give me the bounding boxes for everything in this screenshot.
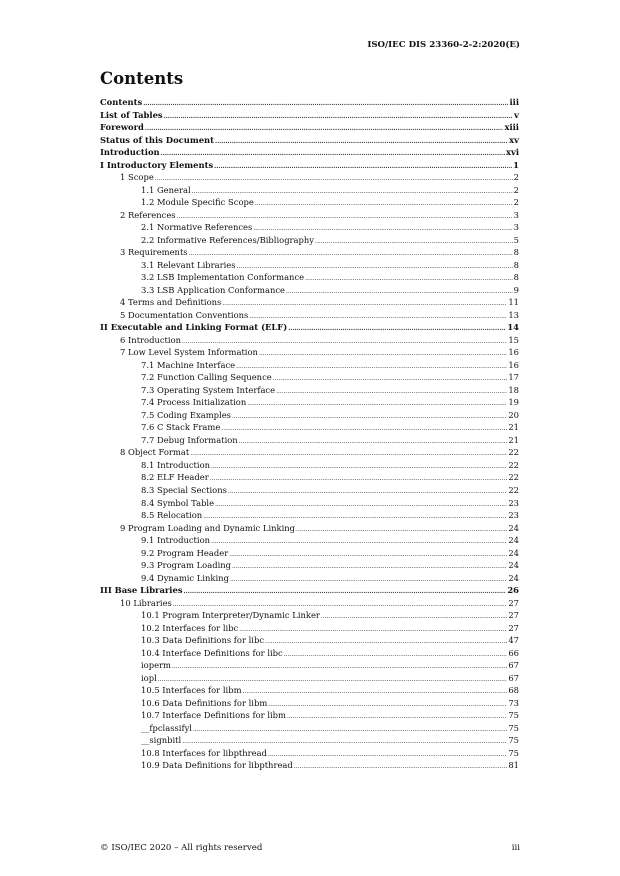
toc-entry[interactable]	[100, 196, 519, 209]
toc-entry-label: iopl	[141, 672, 157, 683]
toc-entry[interactable]	[100, 209, 519, 222]
toc-entry[interactable]	[100, 559, 519, 572]
toc-entry[interactable]	[100, 659, 519, 672]
toc-entry-label: 8.2 ELF Header	[141, 472, 209, 483]
toc-leader-dots	[265, 636, 507, 649]
toc-leader-dots	[287, 711, 507, 724]
toc-entry-page: xvi	[505, 147, 519, 158]
toc-entry[interactable]	[100, 171, 519, 184]
toc-entry-page: xv	[509, 134, 519, 145]
toc-leader-dots	[268, 749, 507, 762]
toc-entry-page: 24	[508, 522, 519, 533]
toc-entry[interactable]	[100, 146, 519, 159]
toc-entry[interactable]	[100, 396, 519, 409]
toc-entry-label: 7.4 Process Initialization	[141, 397, 247, 408]
toc-leader-dots	[164, 111, 514, 124]
toc-entry-label: 10 Libraries	[120, 597, 172, 608]
toc-leader-dots	[268, 699, 507, 712]
toc-entry-label: 9 Program Loading and Dynamic Linking	[120, 522, 296, 533]
toc-entry[interactable]	[100, 446, 519, 459]
toc-entry-label: III Base Libraries	[100, 585, 183, 596]
toc-entry-label: 7.2 Function Calling Sequence	[141, 372, 272, 383]
toc-entry-page: 8	[513, 272, 519, 283]
toc-leader-dots	[305, 273, 513, 286]
toc-entry[interactable]	[100, 547, 519, 560]
toc-entry-label: 10.3 Data Definitions for libc	[141, 635, 265, 646]
toc-entry[interactable]	[100, 697, 519, 710]
toc-entry[interactable]	[100, 159, 519, 172]
toc-entry[interactable]	[100, 584, 519, 597]
toc-leader-dots	[221, 423, 507, 436]
toc-entry-label: 9.1 Introduction	[141, 535, 211, 546]
toc-entry-page: 27	[508, 597, 519, 608]
toc-leader-dots	[284, 649, 508, 662]
toc-entry-label: Foreword	[100, 122, 144, 133]
toc-entry-label: I Introductory Elements	[100, 159, 214, 170]
toc-entry-page: 75	[508, 735, 519, 746]
toc-entry-page: 27	[508, 610, 519, 621]
toc-entry[interactable]	[100, 672, 519, 685]
toc-leader-dots	[189, 248, 513, 261]
toc-leader-dots	[296, 524, 507, 537]
toc-entry-page: 27	[508, 622, 519, 633]
toc-entry-label: 7.7 Debug Information	[141, 434, 238, 445]
toc-leader-dots	[211, 461, 507, 474]
toc-entry[interactable]	[100, 321, 519, 334]
page-title: Contents	[100, 69, 184, 88]
toc-entry[interactable]	[100, 296, 519, 309]
toc-entry-page: 3	[513, 209, 519, 220]
toc-leader-dots	[247, 398, 507, 411]
toc-entry-label: 7 Low Level System Information	[120, 347, 258, 358]
toc-entry-label: 10.9 Data Definitions for libpthread	[141, 760, 293, 771]
toc-entry-page: 68	[508, 685, 519, 696]
toc-leader-dots	[190, 448, 507, 461]
toc-entry[interactable]	[100, 609, 519, 622]
toc-leader-dots	[294, 761, 508, 774]
toc-entry[interactable]	[100, 622, 519, 635]
toc-entry-page: 3	[513, 222, 519, 233]
toc-entry-label: 9.4 Dynamic Linking	[141, 572, 229, 583]
toc-entry[interactable]	[100, 96, 519, 109]
toc-entry-label: 7.1 Machine Interface	[141, 359, 236, 370]
toc-entry[interactable]	[100, 471, 519, 484]
toc-entry-page: 20	[508, 409, 519, 420]
toc-entry[interactable]	[100, 259, 519, 272]
toc-entry-page: 17	[508, 372, 519, 383]
toc-entry-page: 21	[508, 434, 519, 445]
toc-entry[interactable]	[100, 271, 519, 284]
toc-entry-page: 11	[508, 297, 519, 308]
toc-entry-label: 7.3 Operating System Interface	[141, 384, 276, 395]
toc-entry-label: 10.4 Interface Definitions for libc	[141, 647, 283, 658]
toc-leader-dots	[143, 98, 508, 111]
toc-entry[interactable]	[100, 184, 519, 197]
toc-entry-label: 2 References	[120, 209, 176, 220]
toc-entry-label: 10.7 Interface Definitions for libm	[141, 710, 286, 721]
toc-entry-label: 3.3 LSB Application Conformance	[141, 284, 286, 295]
toc-entry-page: 13	[508, 309, 519, 320]
toc-entry[interactable]	[100, 734, 519, 747]
copyright-footer: © ISO/IEC 2020 – All rights reserved	[100, 843, 263, 853]
toc-entry-label: 8.4 Symbol Table	[141, 497, 215, 508]
toc-entry[interactable]	[100, 371, 519, 384]
toc-entry[interactable]	[100, 534, 519, 547]
toc-entry-label: 1.1 General	[141, 184, 191, 195]
toc-entry-label: 4 Terms and Definitions	[120, 297, 222, 308]
toc-leader-dots	[210, 473, 508, 486]
toc-entry-label: 3.2 LSB Implementation Conformance	[141, 272, 305, 283]
toc-entry-page: 2	[513, 197, 519, 208]
toc-entry-page: 9	[513, 284, 519, 295]
toc-entry-page: 22	[508, 472, 519, 483]
toc-leader-dots	[229, 549, 507, 562]
toc-leader-dots	[249, 311, 507, 324]
toc-entry-label: List of Tables	[100, 109, 163, 120]
toc-entry-page: 23	[508, 497, 519, 508]
toc-entry[interactable]	[100, 434, 519, 447]
toc-entry-label: 10.8 Interfaces for libpthread	[141, 747, 267, 758]
toc-entry[interactable]	[100, 221, 519, 234]
toc-entry[interactable]	[100, 747, 519, 760]
toc-leader-dots	[236, 361, 507, 374]
toc-entry[interactable]	[100, 134, 519, 147]
toc-entry[interactable]	[100, 234, 519, 247]
toc-entry-label: 8.3 Special Sections	[141, 484, 227, 495]
toc-entry-page: v	[514, 109, 519, 120]
toc-entry-label: 8.1 Introduction	[141, 459, 211, 470]
toc-entry-label: 1.2 Module Specific Scope	[141, 197, 254, 208]
toc-entry-label: 3.1 Relevant Libraries	[141, 259, 236, 270]
table-of-contents	[100, 96, 519, 772]
toc-entry-label: 10.5 Interfaces for libm	[141, 685, 242, 696]
toc-entry-page: 75	[508, 722, 519, 733]
toc-entry[interactable]	[100, 709, 519, 722]
toc-leader-dots	[315, 236, 513, 249]
toc-entry-page: xiii	[504, 122, 519, 133]
toc-entry-label: 6 Introduction	[120, 334, 182, 345]
toc-entry[interactable]	[100, 522, 519, 535]
toc-entry-label: II Executable and Linking Format (ELF)	[100, 322, 288, 333]
toc-entry-page: 66	[508, 647, 519, 658]
toc-leader-dots	[230, 574, 507, 587]
toc-entry[interactable]	[100, 109, 519, 122]
toc-entry-page: 24	[508, 572, 519, 583]
toc-entry-page: 19	[508, 397, 519, 408]
toc-entry[interactable]	[100, 722, 519, 735]
toc-entry-label: 8 Object Format	[120, 447, 190, 458]
toc-entry-page: iii	[509, 97, 519, 107]
toc-entry-label: 1 Scope	[120, 172, 154, 183]
toc-entry-page: 8	[513, 247, 519, 258]
toc-entry[interactable]	[100, 634, 519, 647]
toc-entry[interactable]	[100, 384, 519, 397]
toc-entry-page: 73	[508, 697, 519, 708]
toc-entry-label: __fpclassifyl	[141, 722, 192, 733]
toc-entry-page: 21	[508, 422, 519, 433]
toc-entry[interactable]	[100, 759, 519, 772]
toc-entry-page: 24	[508, 547, 519, 558]
toc-entry[interactable]	[100, 684, 519, 697]
toc-leader-dots	[243, 686, 508, 699]
toc-entry-label: Status of this Document	[100, 134, 214, 145]
toc-leader-dots	[222, 298, 507, 311]
toc-entry-label: 3 Requirements	[120, 247, 188, 258]
toc-leader-dots	[172, 661, 507, 674]
toc-entry-label: Introduction	[100, 147, 160, 158]
toc-entry-page: 67	[508, 660, 519, 671]
toc-leader-dots	[239, 624, 507, 637]
toc-leader-dots	[286, 286, 513, 299]
toc-leader-dots	[184, 586, 507, 599]
toc-entry-page: 2	[513, 184, 519, 195]
toc-entry[interactable]	[100, 484, 519, 497]
toc-entry-page: 2	[513, 172, 519, 183]
toc-entry-page: 1	[513, 159, 519, 170]
toc-entry[interactable]	[100, 597, 519, 610]
toc-entry-label: 10.6 Data Definitions for libm	[141, 697, 268, 708]
footer-page-number: iii	[511, 843, 520, 853]
toc-entry[interactable]	[100, 509, 519, 522]
toc-entry[interactable]	[100, 346, 519, 359]
toc-entry[interactable]	[100, 334, 519, 347]
toc-leader-dots	[239, 436, 508, 449]
toc-entry[interactable]	[100, 284, 519, 297]
toc-entry[interactable]	[100, 421, 519, 434]
toc-leader-dots	[255, 198, 513, 211]
toc-leader-dots	[193, 724, 507, 737]
toc-entry[interactable]	[100, 246, 519, 259]
toc-leader-dots	[215, 136, 508, 149]
toc-entry[interactable]	[100, 309, 519, 322]
toc-leader-dots	[215, 499, 507, 512]
toc-leader-dots	[276, 386, 507, 399]
toc-entry-page: 14	[507, 322, 519, 333]
toc-entry-page: 75	[508, 747, 519, 758]
toc-entry[interactable]	[100, 497, 519, 510]
toc-leader-dots	[232, 411, 507, 424]
toc-leader-dots	[259, 348, 507, 361]
toc-leader-dots	[155, 173, 513, 186]
toc-leader-dots	[214, 161, 512, 174]
toc-entry-page: 22	[508, 459, 519, 470]
toc-entry-label: __signbitl	[141, 735, 182, 746]
toc-entry-label: 7.5 Coding Examples	[141, 409, 231, 420]
toc-entry-label: ioperm	[141, 660, 171, 671]
toc-entry-label: 5 Documentation Conventions	[120, 309, 249, 320]
toc-leader-dots	[228, 486, 507, 499]
toc-entry[interactable]	[100, 459, 519, 472]
toc-entry-label: 9.2 Program Header	[141, 547, 229, 558]
toc-entry-page: 47	[508, 635, 519, 646]
toc-entry-label: 10.2 Interfaces for libc	[141, 622, 239, 633]
toc-entry-label: 2.1 Normative References	[141, 222, 253, 233]
toc-entry-label: 2.2 Informative References/Bibliography	[141, 234, 315, 245]
toc-leader-dots	[211, 536, 507, 549]
toc-entry[interactable]	[100, 359, 519, 372]
toc-leader-dots	[321, 611, 507, 624]
toc-leader-dots	[232, 561, 507, 574]
toc-entry-label: 8.5 Relocation	[141, 510, 203, 521]
toc-entry-page: 22	[508, 484, 519, 495]
toc-entry-label: Contents	[100, 97, 143, 107]
toc-entry-page: 5	[513, 234, 519, 245]
toc-entry-page: 67	[508, 672, 519, 683]
document-id-header: ISO/IEC DIS 23360-2-2:2020(E)	[367, 40, 520, 50]
toc-entry-page: 23	[508, 510, 519, 521]
toc-entry[interactable]	[100, 572, 519, 585]
toc-entry-label: 7.6 C Stack Frame	[141, 422, 221, 433]
toc-entry-page: 26	[507, 585, 519, 596]
toc-entry-page: 16	[508, 347, 519, 358]
toc-entry-label: 10.1 Program Interpreter/Dynamic Linker	[141, 610, 320, 621]
toc-leader-dots	[288, 323, 506, 336]
toc-entry-page: 15	[508, 334, 519, 345]
toc-entry-page: 22	[508, 447, 519, 458]
toc-entry[interactable]	[100, 121, 519, 134]
toc-leader-dots	[273, 373, 508, 386]
toc-entry-page: 81	[508, 760, 519, 771]
toc-entry-page: 24	[508, 535, 519, 546]
toc-entry-page: 75	[508, 710, 519, 721]
toc-entry-page: 24	[508, 560, 519, 571]
toc-entry[interactable]	[100, 409, 519, 422]
toc-entry-page: 18	[508, 384, 519, 395]
toc-entry[interactable]	[100, 647, 519, 660]
toc-entry-page: 8	[513, 259, 519, 270]
toc-entry-label: 9.3 Program Loading	[141, 560, 232, 571]
toc-entry-page: 16	[508, 359, 519, 370]
